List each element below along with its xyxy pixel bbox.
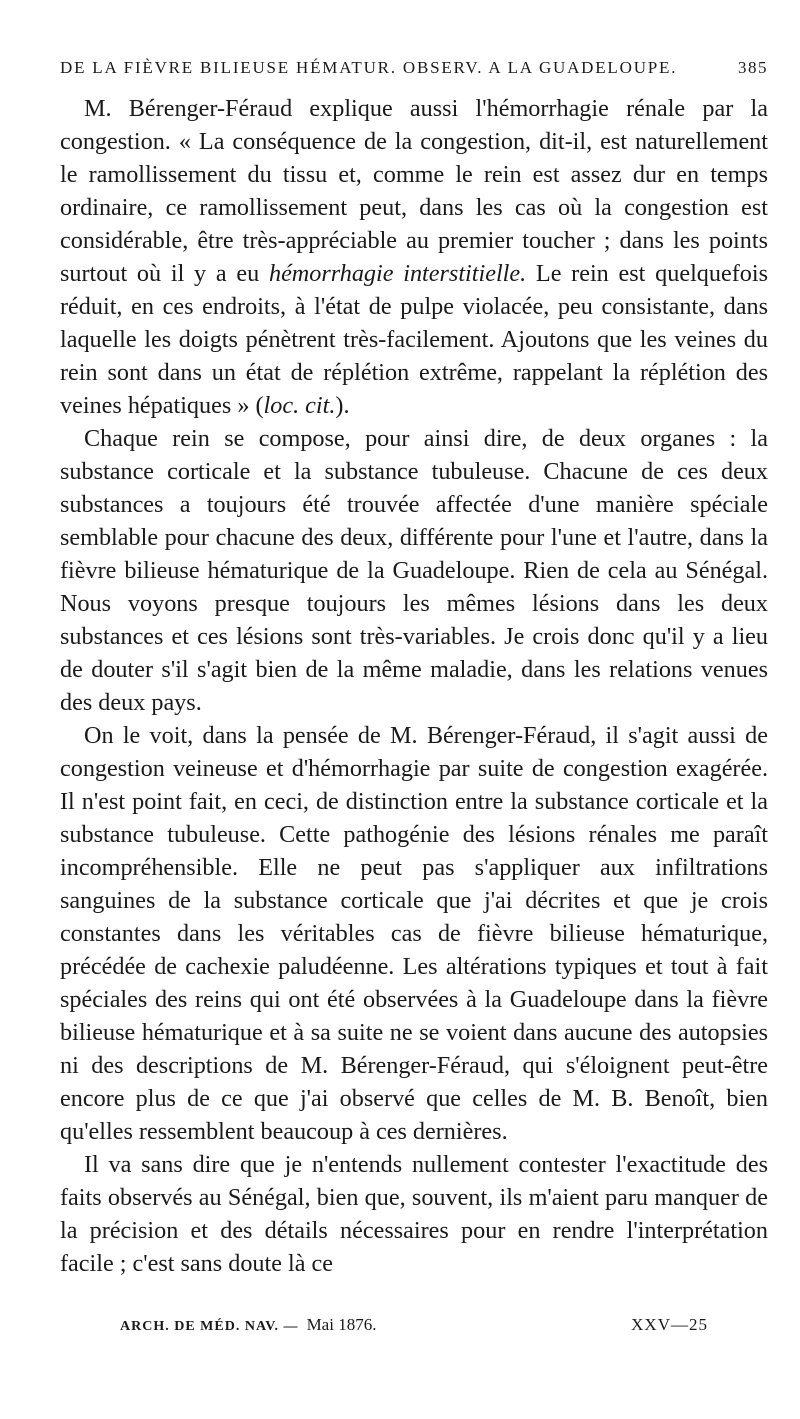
body-text xyxy=(60,92,768,1280)
paragraph-4: Il va sans dire que je n'entends nullement contester l'exactitude des faits observés au Sénégal, bien que, souvent, ils m'aient paru manquer de la précision et des détails nécessaires pour en rendre l'interprétation facile ; c'est sans doute là ce xyxy=(60,1151,768,1277)
footer-journal: ARCH. DE MÉD. NAV. — xyxy=(120,1319,299,1334)
paragraph-1-end: ). xyxy=(335,392,350,419)
page xyxy=(60,58,768,1280)
running-title: DE LA FIÈVRE BILIEUSE HÉMATUR. OBSERV. A LA GUADELOUPE. xyxy=(60,58,678,77)
paragraph-1-citation: loc. cit. xyxy=(263,392,336,419)
paragraph-1-emphasis: hémorrhagie interstitielle. xyxy=(268,260,527,287)
paragraph-3: On le voit, dans la pensée de M. Bérenger-Féraud, il s'agit aussi de congestion veineuse et d'hémorrhagie par suite de congestion exagérée. Il n'est point fait, en ceci, de distinction entre la substance corticale et la substance tubuleuse. Cette pathogénie des lésions rénales me paraît incompréhensible. Elle ne peut pas s'appliquer aux infiltrations sanguines de la substance corticale que j'ai décrites et que je crois constantes dans les véritables cas de fièvre bilieuse hématurique, précédée de cachexie paludéenne. Les altérations typiques et tout à fait spéciales des reins qui ont été observées à la Guadeloupe dans la fièvre bilieuse hématurique et à sa suite ne se voient dans aucune des autopsies ni des descriptions de M. Bérenger-Féraud, qui s'éloignent peut-être encore plus de ce que j'ai observé que celles de M. B. Benoît, bien qu'elles ressemblent beaucoup à ces dernières. xyxy=(60,722,768,1145)
running-head xyxy=(60,58,768,92)
footer-date: Mai 1876. xyxy=(306,1315,377,1334)
paragraph-1-text-cont: Le rein est quelquefois réduit, en ces endroits, à l'état de pulpe violacée, peu consistante, dans laquelle les doigts pénètrent très-facilement. Ajoutons que les veines du rein sont dans un état de réplétion extrême, rappelant la réplétion des veines hépatiques » ( xyxy=(60,260,768,419)
page-footer xyxy=(60,1315,708,1335)
paragraph-2: Chaque rein se compose, pour ainsi dire, de deux organes : la substance corticale et la substance tubuleuse. Chacune de ces deux substances a toujours été trouvée affectée d'une manière spéciale semblable pour chacune des deux, différente pour l'une et l'autre, dans la fièvre bilieuse hématurique de la Guadeloupe. Rien de cela au Sénégal. Nous voyons presque toujours les mêmes lésions dans les deux substances et ces lésions sont très-variables. Je crois donc qu'il y a lieu de douter s'il s'agit bien de la même maladie, dans les relations venues des deux pays. xyxy=(60,425,768,716)
paragraph-1 xyxy=(60,92,768,422)
page-number: 385 xyxy=(738,58,768,77)
paragraph-1-text: M. Bérenger-Féraud explique aussi l'hémorrhagie rénale par la congestion. « La conséquence de la congestion, dit-il, est naturellement le ramollissement du tissu et, comme le rein est assez dur en temps ordinaire, ce ramollissement peut, dans les cas où la congestion est considérable, être très-appréciable au premier toucher ; dans les points surtout où il y a eu xyxy=(60,95,768,287)
footer-signature: XXV—25 xyxy=(631,1315,708,1334)
